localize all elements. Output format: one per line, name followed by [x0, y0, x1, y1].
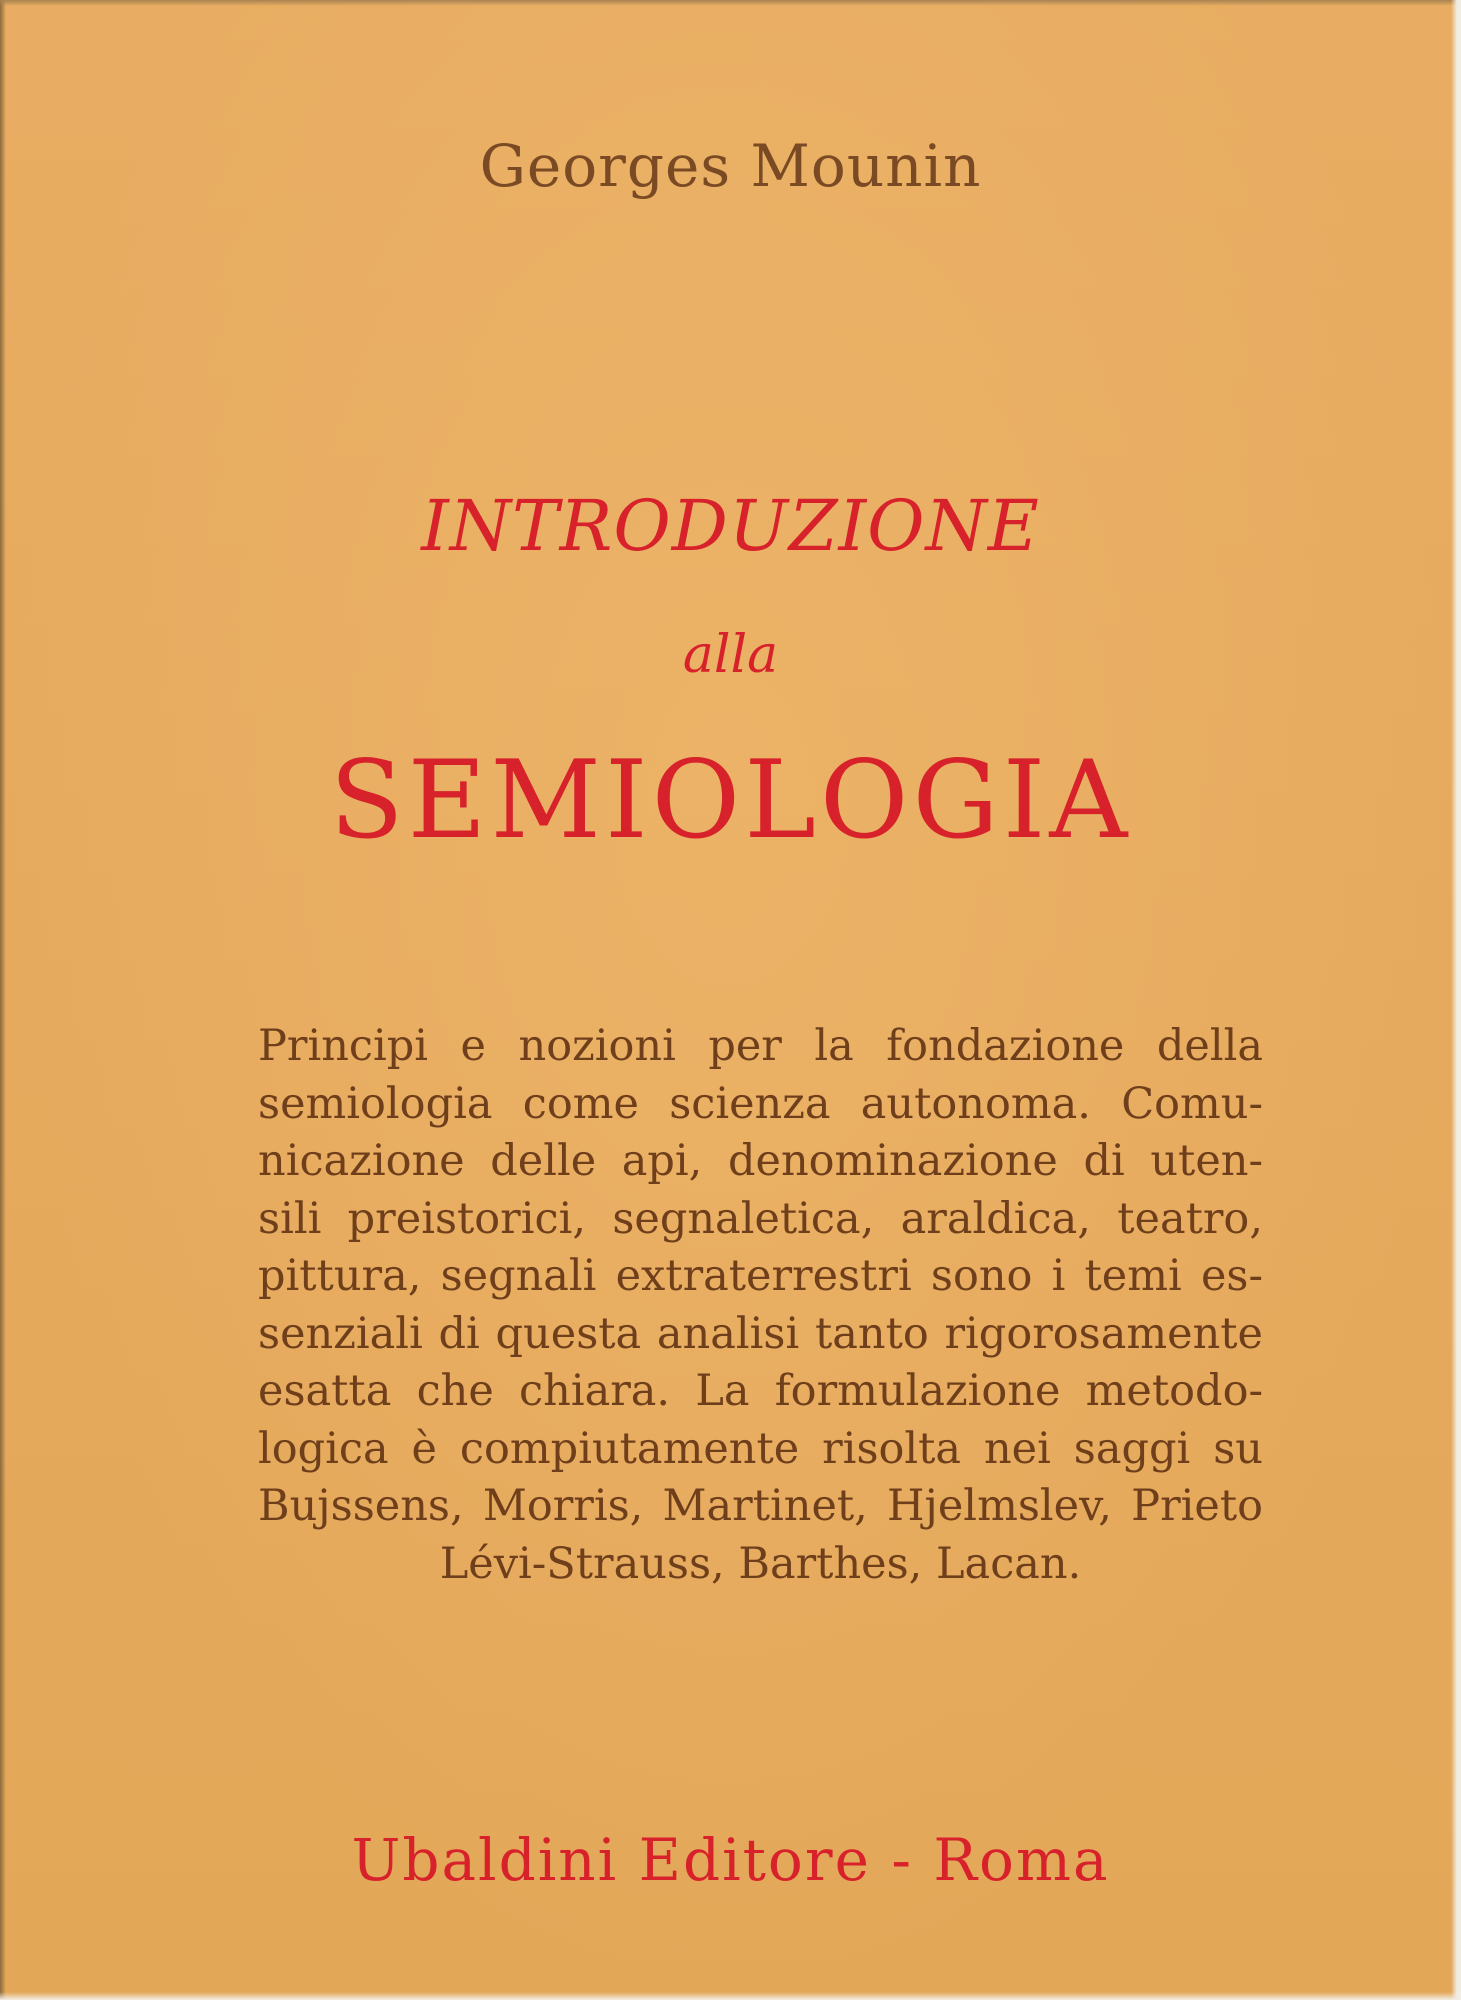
blurb-line: senziali di questa analisi tanto rigorosamente [258, 1308, 1263, 1359]
title-alla: alla [682, 625, 779, 685]
blurb-line: esatta che chiara. La formulazione metodo- [258, 1366, 1263, 1416]
blurb-line: Bujssens, Morris, Martinet, Hjelmslev, Prieto [258, 1481, 1263, 1531]
cover-top-edge [0, 0, 1461, 6]
blurb-line: semiologia come scienza autonoma. Comu- [258, 1078, 1263, 1129]
cover-bottom-edge [0, 1992, 1461, 2000]
blurb-line: logica è compiutamente risolta nei saggi su [258, 1423, 1263, 1474]
title-introduzione: INTRODUZIONE [421, 485, 1040, 567]
blurb-line: Lévi-Strauss, Barthes, Lacan. [439, 1538, 1082, 1589]
blurb-line: nicazione delle api, denominazione di uten- [258, 1136, 1263, 1186]
author-name: Georges Mounin [479, 132, 982, 200]
blurb-line: Principi e nozioni per la fondazione della [258, 1021, 1263, 1071]
cover-left-edge [0, 0, 6, 2000]
title-semiologia: SEMIOLOGIA [329, 738, 1132, 863]
blurb-text [258, 1018, 1263, 1593]
blurb-line: pittura, segnali extraterrestri sono i temi es- [258, 1251, 1263, 1301]
publisher-imprint: Ubaldini Editore - Roma [351, 1826, 1110, 1894]
blurb-line: sili preistorici, segnaletica, araldica, teatro, [258, 1193, 1263, 1244]
cover-right-edge [1451, 0, 1461, 2000]
